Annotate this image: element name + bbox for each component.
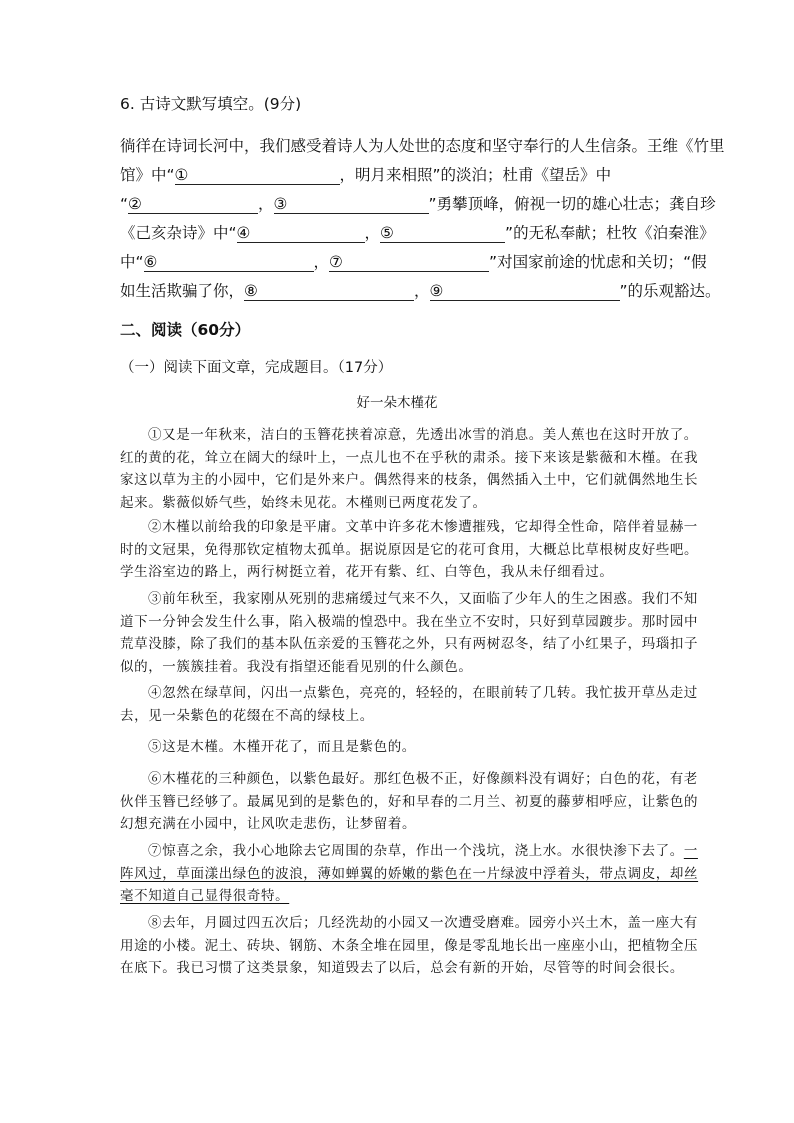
q6-line-2: 馆》中“① ，明月来相照”的淡泊；杜甫《望岳》中 xyxy=(120,166,612,184)
blank-8[interactable]: ⑧ xyxy=(244,282,414,301)
paragraph-6: ⑥木槿花的三种颜色，以紫色最好。那红色极不正，好像颜料没有调好；白色的花，有老 伙伴玉簪已经够了。最属见到的是紫色的，好和早春的二月兰、初夏的藤萝相呼应，让紫色的 幻想充满在小园中，让风吹走悲伤，让梦留着。 xyxy=(120,771,699,832)
article-title: 好一朵木槿花 xyxy=(356,395,438,411)
underlined-sentence-start: 一 xyxy=(683,843,698,859)
q6-line-4: 《己亥杂诗》中“④ ，⑤ ”的无私奉献；杜牧《泊秦淮》 xyxy=(120,224,715,242)
blank-1[interactable]: ① xyxy=(175,166,340,185)
section-2-title: 二、阅读（60分） xyxy=(120,321,251,339)
section-2-subtitle: （一）阅读下面文章，完成题目。（17分） xyxy=(120,360,393,376)
paragraph-4: ④忽然在绿草间，闪出一点紫色，亮亮的，轻轻的，在眼前转了几转。我忙拔开草丛走过 去，见一朵紫色的花缀在不高的绿枝上。 xyxy=(120,685,698,724)
blank-5[interactable]: ⑤ xyxy=(380,224,505,243)
paragraph-3: ③前年秋至，我家刚从死别的悲痛缓过气来不久，又面临了少年人的生之困惑。我们不知 道下一分钟会发生什么事，陷入极端的惶恐中。我在坐立不安时，只好到草园踱步。那时园中 荒草没膝，除了我们的基本队伍亲爱的玉簪花之外，只有两树忍冬，结了小红果子，玛瑙扣子 似的，一簇簇挂着。我没有指望还能看见别的什么颜色。 xyxy=(120,591,699,675)
paragraph-5: ⑤这是木槿。木槿开花了，而且是紫色的。 xyxy=(148,739,416,755)
blank-6[interactable]: ⑥ xyxy=(144,253,314,272)
q6-line-6: 如生活欺骗了你，⑧ ，⑨ ”的乐观豁达。 xyxy=(120,282,721,300)
paragraph-8: ⑧去年，月圆过四五次后；几经洗劫的小园又一次遭受磨难。园旁小兴土木，盖一座大有 用途的小楼。泥土、砖块、钢筋、木条全堆在园里，像是零乱地长出一座座小山，把植物全压 在底下。我已习惯了这类景象，知道毁去了以后，总会有新的开始，尽管等的时间会很长。 xyxy=(120,915,699,976)
question-6-heading: 6. 古诗文默写填空。(9分) xyxy=(120,95,302,113)
blank-3[interactable]: ③ xyxy=(274,195,429,214)
q6-line-1: 徜徉在诗词长河中，我们感受着诗人为人处世的态度和坚守奉行的人生信条。王维《竹里 xyxy=(120,137,725,155)
question-6-body xyxy=(120,132,725,161)
paragraph-7: ⑦惊喜之余，我小心地除去它周围的杂草，作出一个浅坑，浇上水。水很快渗下去了。一 阵风过，草面漾出绿色的波浪，薄如蝉翼的娇嫩的紫色在一片绿波中浮着头，带点调皮，却丝 毫不知道自己显得很奇特。 xyxy=(120,840,726,908)
underlined-sentence: 阵风过，草面漾出绿色的波浪，薄如蝉翼的娇嫩的紫色在一片绿波中浮着头，带点调皮，却丝 xyxy=(120,865,699,882)
q6-line-3: “② ，③ ”勇攀顶峰，俯视一切的雄心壮志；龚自珍 xyxy=(120,195,716,213)
blank-9[interactable]: ⑨ xyxy=(430,282,620,301)
paragraph-1: ①又是一年秋来，洁白的玉簪花挟着凉意，先透出冰雪的消息。美人蕉也在这时开放了。 红的黄的花，耸立在阔大的绿叶上，一点儿也不在乎秋的肃杀。接下来该是紫薇和木槿。在我 家这以草为主的小园中，它们是外来户。偶然得来的枝条，偶然插入土中，它们就偶然地生长 起来。紫薇似娇气些，始终未见花。木槿则已两度花发了。 xyxy=(120,427,699,511)
blank-4[interactable]: ④ xyxy=(237,224,365,243)
blank-2[interactable]: ② xyxy=(128,195,258,214)
underlined-sentence-end: 毫不知道自己显得很奇特。 xyxy=(120,888,290,904)
paragraph-2: ②木槿以前给我的印象是平庸。文革中许多花木惨遭摧残，它却得全性命，陪伴着显赫一 时的文冠果，免得那钦定植物太孤单。据说原因是它的花可食用，大概总比草根树皮好些吧。 学生浴室边的路上，两行树挺立着，花开有紫、红、白等色，我从未仔细看过。 xyxy=(120,519,699,580)
q6-line-5: 中“⑥ ，⑦ ”对国家前途的忧虑和关切；“假 xyxy=(120,253,707,271)
blank-7[interactable]: ⑦ xyxy=(329,253,489,272)
